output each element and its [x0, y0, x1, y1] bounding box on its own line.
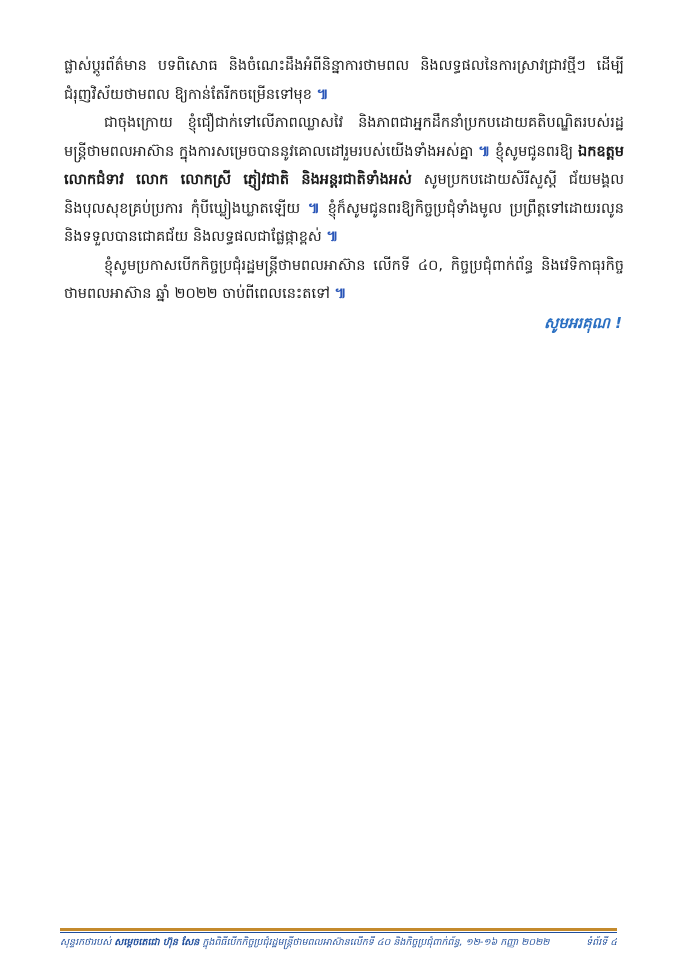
- paragraph-3-text: ខ្ញុំសូមប្រកាសបើកកិច្ចប្រជុំរដ្ឋមន្ត្រីថាមពលអាស៊ាន លើកទី ៤០, កិច្ចប្រជុំពាក់ព័ន្ធ និងវេទិកាធុរកិច្ចថាមពលអាស៊ាន ឆ្នាំ ២០២២ ចាប់ពីពេលនេះតទៅ: [64, 257, 624, 302]
- paragraph-3: [64, 252, 624, 309]
- paragraph-mark: ៕: [307, 200, 320, 217]
- closing-thanks: សូមអរគុណ !: [544, 314, 622, 332]
- paragraph-2-text-1: ជាចុងក្រោយ ខ្ញុំជឿជាក់ទៅលើភាពឈ្លាសវៃ និងភាពជាអ្នកដឹកនាំប្រកបដោយគតិបណ្ឌិតរបស់រដ្ឋមន្ត្រីថាមពលអាស៊ាន ក្នុងការសម្រេចបាននូវគោលដៅរួមរបស់យើងទាំងអស់គ្នា: [64, 115, 624, 160]
- paragraph-end-mark: ៕: [316, 86, 329, 103]
- page-number: ទំព័រទី ៤: [586, 937, 617, 948]
- page-footer: [60, 936, 617, 952]
- paragraph-end-mark: ៕: [326, 229, 339, 245]
- paragraph-mark: ៕: [478, 143, 491, 160]
- document-body: [64, 52, 624, 309]
- paragraph-2-text-2: ខ្ញុំសូមជូនពរឱ្យ: [495, 143, 574, 160]
- footer-event: ក្នុងពិធីបើកកិច្ចប្រជុំរដ្ឋមន្ត្រីថាមពលអាស៊ានលើកទី ៤០ និងកិច្ចប្រជុំពាក់ព័ន្ធ, ១២-១៦ កញ្ញា ២០២២: [202, 937, 550, 948]
- footer-prefix: សុន្ទរកថារបស់: [60, 937, 112, 948]
- paragraph-2-text-4: សូមប្រកបដោយសិរីសួស្ដី ជ័យមង្គល និងបុលសុខគ្រប់ប្រការ កុំបីឃ្លៀងឃ្លាតឡើយ: [64, 172, 625, 217]
- footer-divider-gold: [60, 928, 617, 931]
- footer-divider-blue: [60, 932, 617, 933]
- paragraph-2: [64, 109, 624, 252]
- paragraph-1-text: ផ្លាស់ប្ដូរព័ត៌មាន បទពិសោធ និងចំណេះដឹងអំពីនិន្នាការថាមពល និងលទ្ធផលនៃការស្រាវជ្រាវថ្មីៗ ដើម្បីជំរុញវិស័យថាមពល ឱ្យកាន់តែរីកចម្រើនទៅមុខ: [64, 58, 624, 103]
- paragraph-end-mark: ៕: [334, 286, 347, 302]
- footer-speaker: សម្ដេចតេជោ ហ៊ុន សែន: [114, 937, 200, 948]
- paragraph-2-text-5: ខ្ញុំក៏សូមជូនពរឱ្យកិច្ចប្រជុំទាំងមូល ប្រព្រឹត្តទៅដោយរលូន និងទទួលបានជោគជ័យ និងលទ្ធផលជាផ្លែផ្កាខ្ពស់: [64, 200, 625, 245]
- paragraph-2-bold-guests: ឯកឧត្ដម លោកជំទាវ លោក លោកស្រី ភ្ញៀវជាតិ និងអន្តរជាតិទាំងអស់: [64, 143, 625, 188]
- paragraph-1: [64, 52, 624, 109]
